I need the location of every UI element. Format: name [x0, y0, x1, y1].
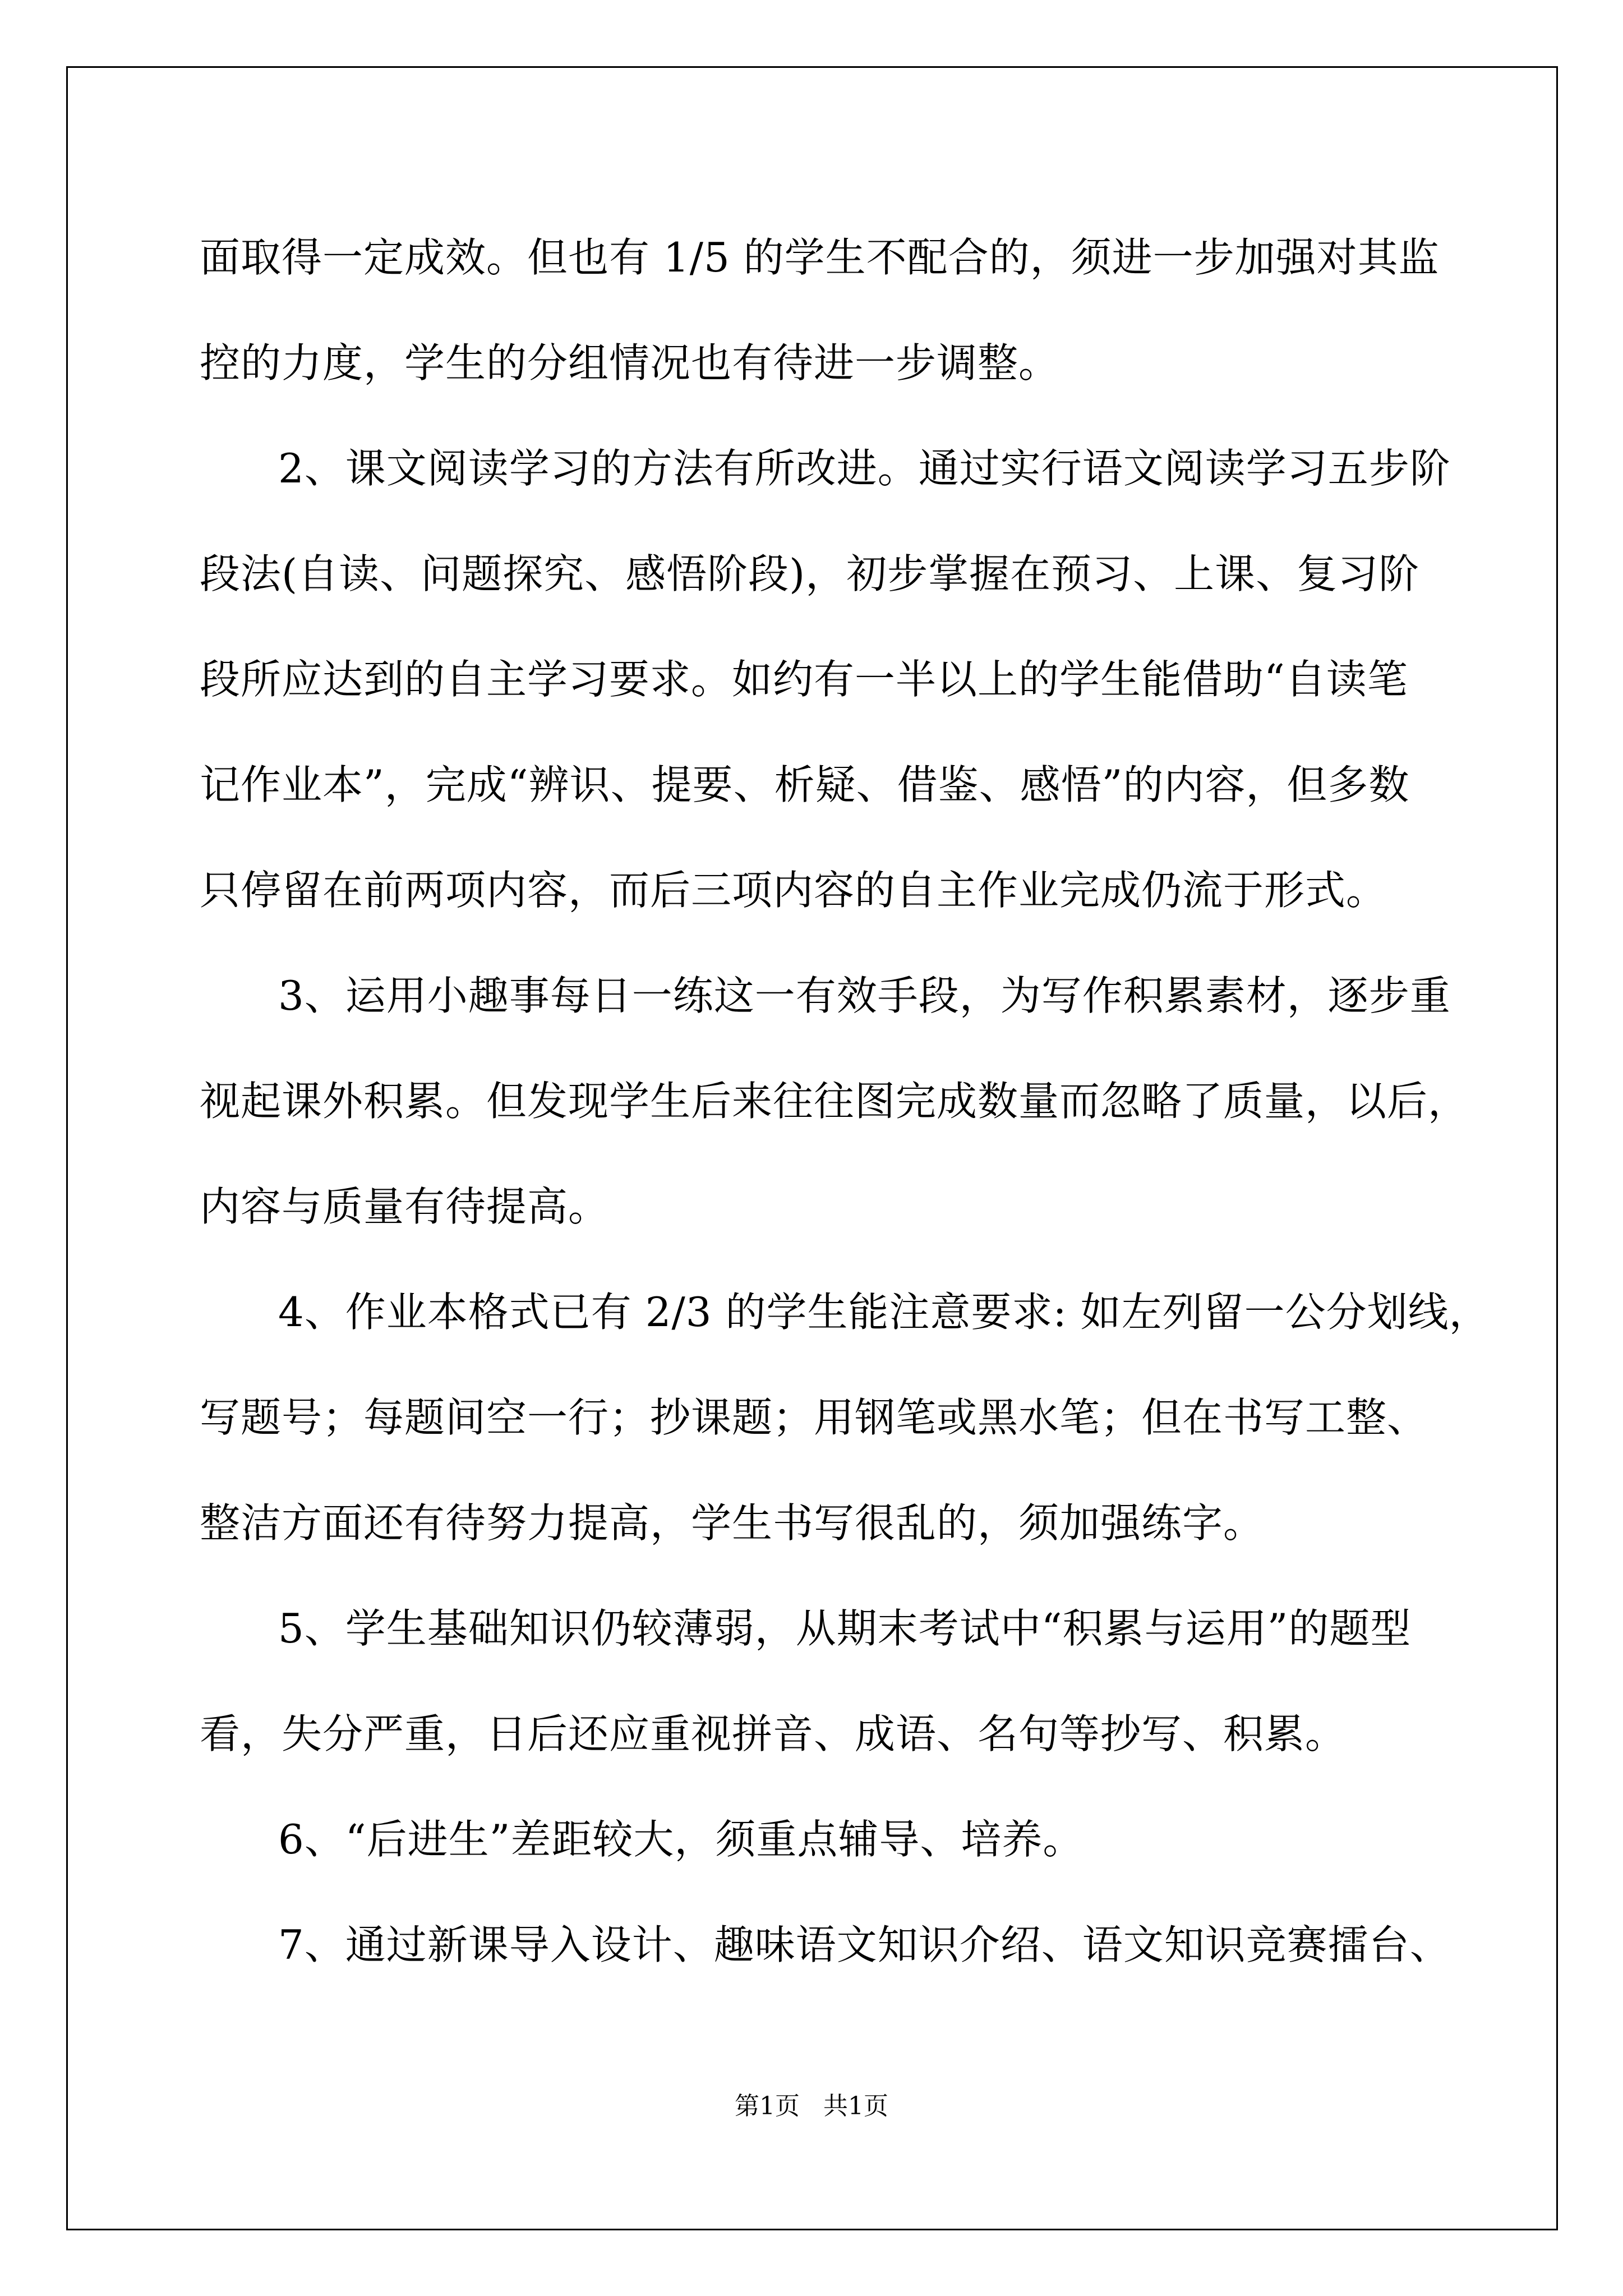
text-line: 面取得一定成效。但也有 1/5 的学生不配合的，须进一步加强对其监: [200, 234, 1440, 281]
text-line: 段所应达到的自主学习要求。如约有一半以上的学生能借助“自读笔: [200, 656, 1408, 703]
text-line: 7、通过新课导入设计、趣味语文知识介绍、语文知识竞赛擂台、: [278, 1921, 1451, 1968]
text-line: 整洁方面还有待努力提高，学生书写很乱的，须加强练字。: [200, 1499, 1265, 1547]
text-line: 段法(自读、问题探究、感悟阶段)，初步掌握在预习、上课、复习阶: [200, 550, 1420, 597]
page-total: 共1页: [823, 2092, 888, 2120]
text-line: 内容与质量有待提高。: [200, 1183, 610, 1230]
document-body: [200, 205, 1490, 1998]
text-line: 记作业本”，完成“辨识、提要、析疑、借鉴、感悟”的内容，但多数: [200, 761, 1410, 808]
text-line: 视起课外积累。但发现学生后来往往图完成数量而忽略了质量，以后，: [200, 1078, 1469, 1125]
text-line: 4、作业本格式已有 2/3 的学生能注意要求: 如左列留一公分划线，: [278, 1289, 1490, 1336]
text-line: 看，失分严重，日后还应重视拼音、成语、名句等抄写、积累。: [200, 1710, 1347, 1757]
text-line: 2、课文阅读学习的方法有所改进。通过实行语文阅读学习五步阶: [278, 445, 1451, 492]
text-line: 控的力度，学生的分组情况也有待进一步调整。: [200, 339, 1060, 386]
text-line: 3、运用小趣事每日一练这一有效手段，为写作积累素材，逐步重: [278, 972, 1451, 1019]
text-line: 5、学生基础知识仍较薄弱，从期末考试中“积累与运用”的题型: [278, 1605, 1412, 1652]
page-number: 第1页: [735, 2092, 800, 2120]
text-line: 只停留在前两项内容，而后三项内容的自主作业完成仍流于形式。: [200, 867, 1387, 914]
text-line: 6、“后进生”差距较大，须重点辅导、培养。: [278, 1816, 1084, 1863]
text-line: 写题号；每题间空一行；抄课题；用钢笔或黑水笔；但在书写工整、: [200, 1394, 1428, 1441]
page-footer: [0, 2086, 1623, 2122]
